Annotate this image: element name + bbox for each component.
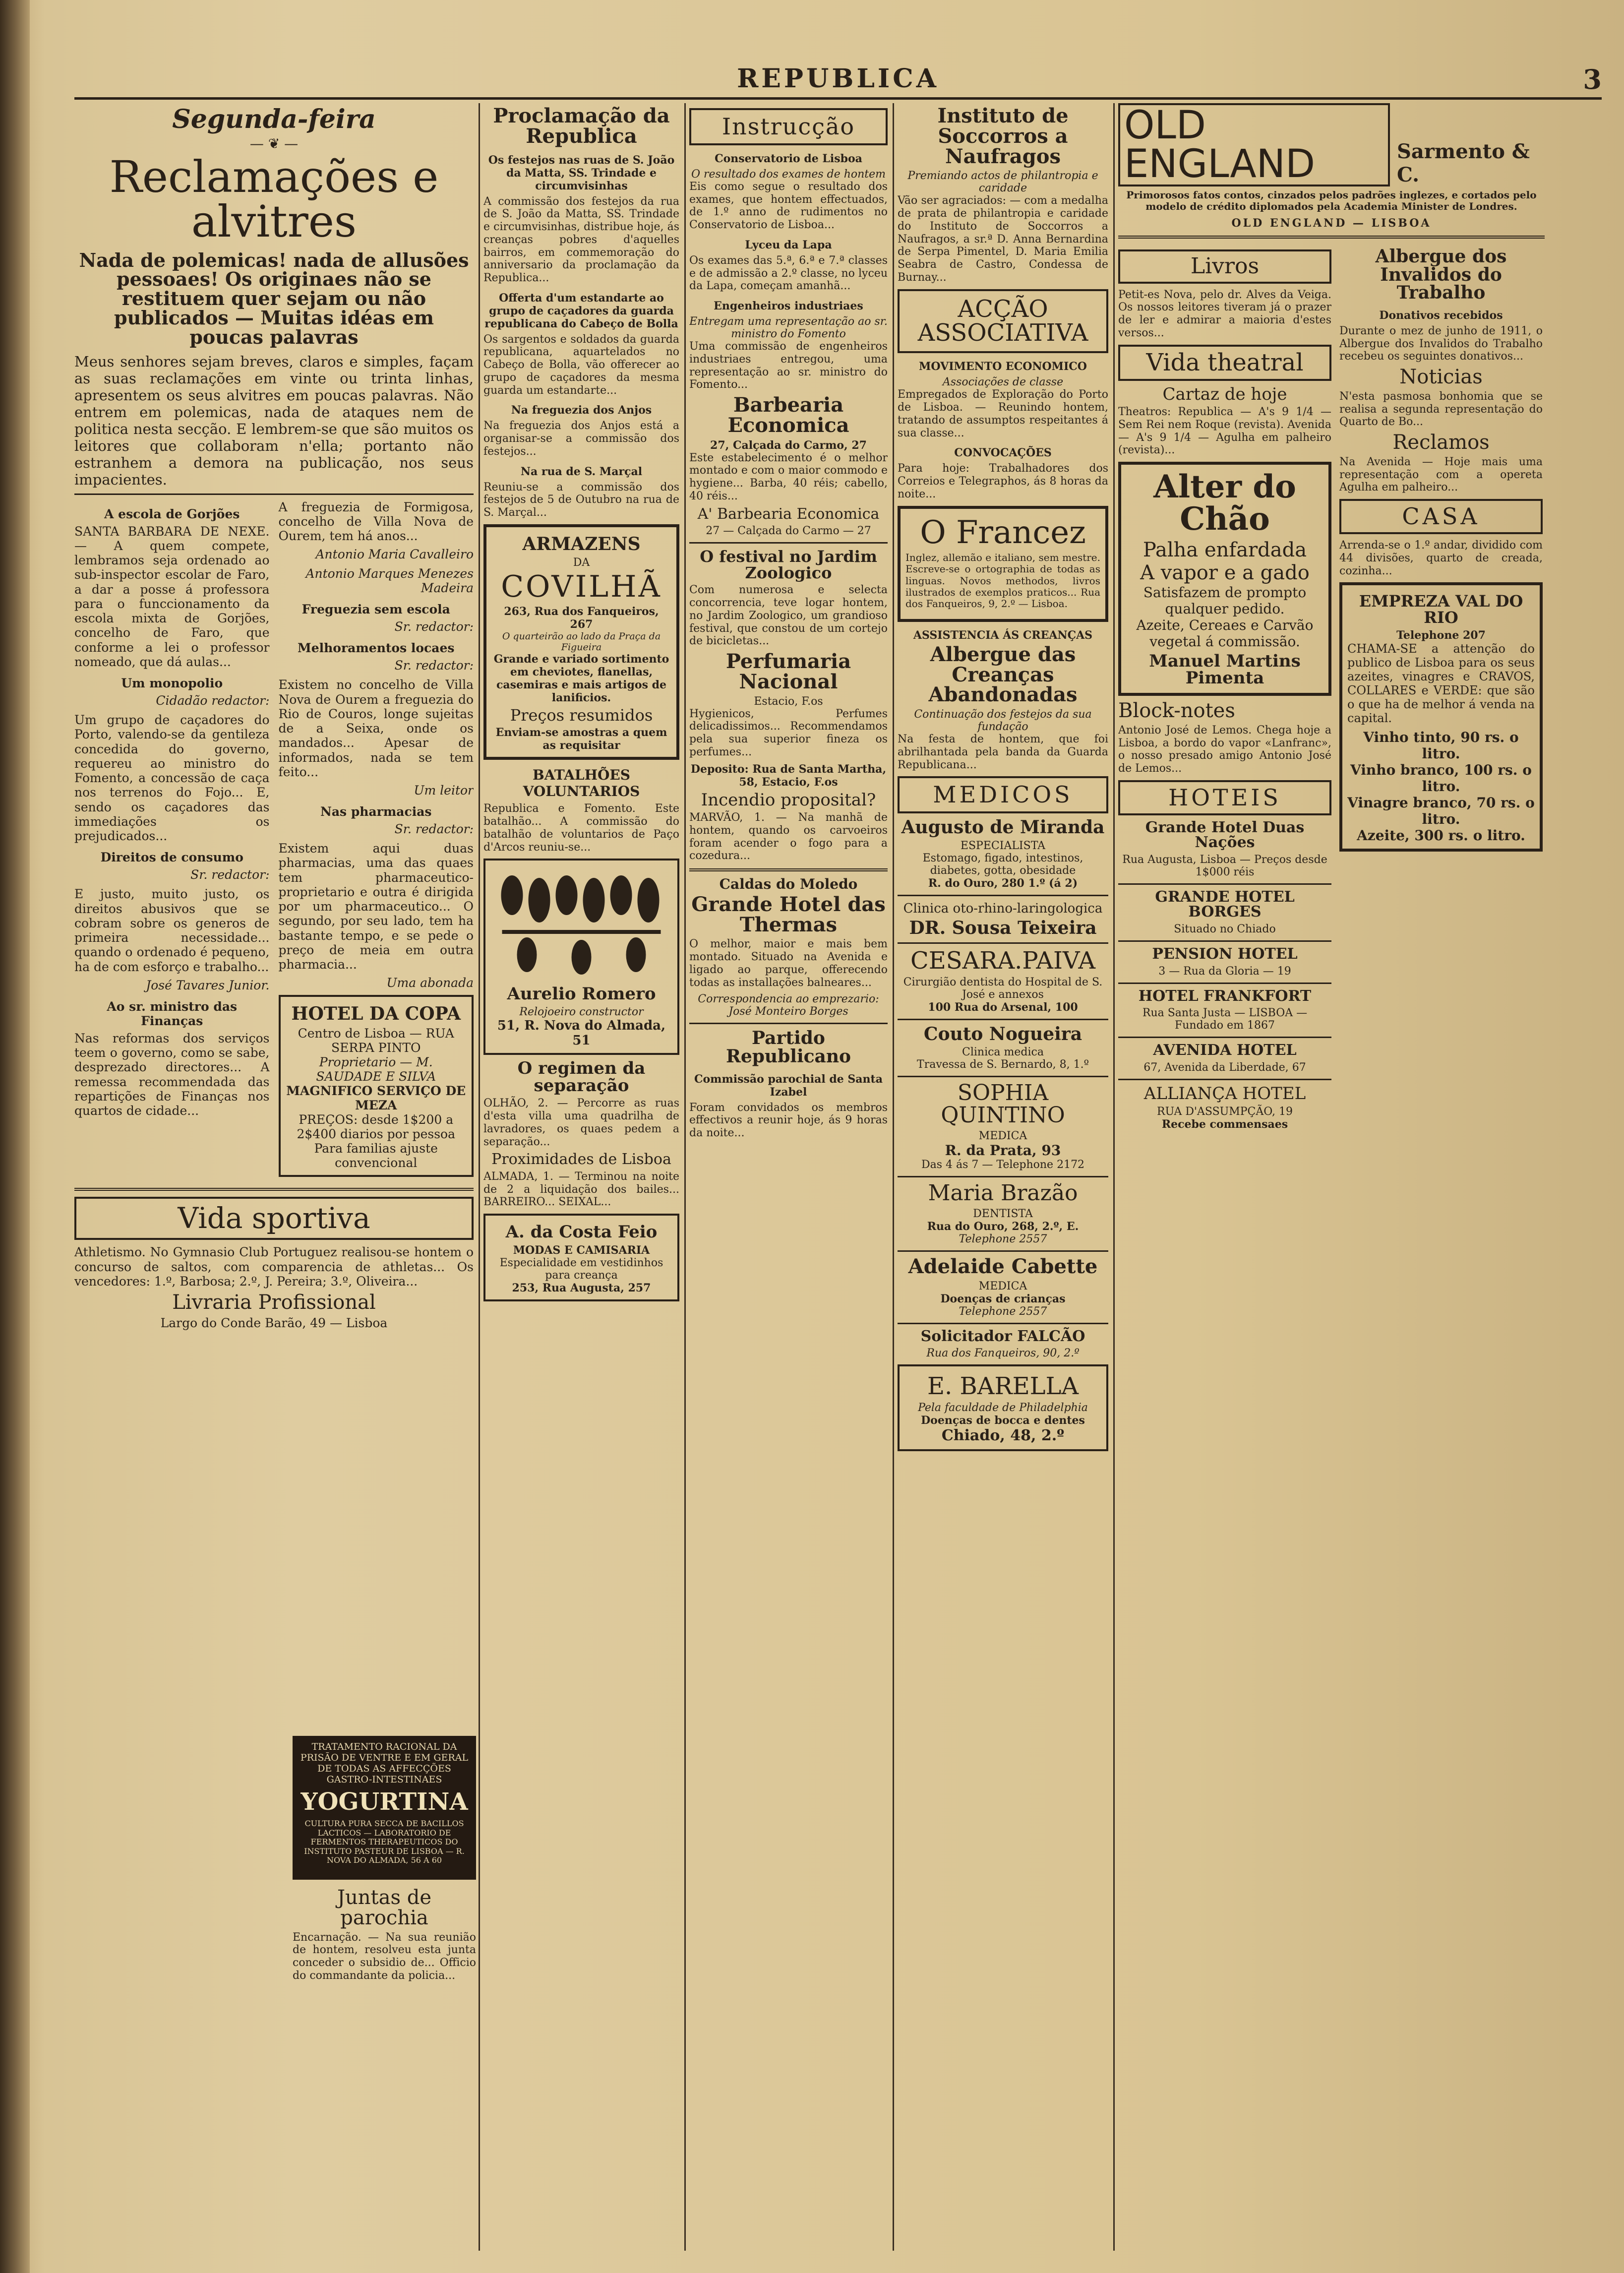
article-text: Nas reformas dos serviços teem o governo, como se sabe, desprezado directores... A remessa recommendada das repartições de Finanças nos quartos de cidade... [74, 1031, 270, 1118]
subcolumn-right [1339, 245, 1543, 1131]
heading: Lyceu da Lapa [745, 238, 832, 251]
ad-title: PENSION HOTEL [1152, 945, 1298, 963]
divider [1118, 883, 1331, 885]
article-text: Reuniu-se a commissão dos festejos de 5 de Outubro na rua de S. Marçal... [483, 481, 679, 519]
column-rule [479, 103, 480, 2251]
ad-title: Solicitador FALCÃO [920, 1327, 1085, 1345]
heading: Um monopolio [121, 676, 223, 691]
heading: Conservatorio de Lisboa [715, 152, 862, 165]
divider [689, 1023, 888, 1024]
heading: Os festejos nas ruas de S. João da Matta, SS. Trindade e circumvisinhas [488, 153, 675, 192]
ad-text: Preços resumidos [510, 705, 653, 725]
heading: Direitos de consumo [100, 850, 243, 865]
ad-text: Deposito: Rua de Santa Martha, 58, Estacio, F.os [690, 762, 887, 789]
ad-text: R. do Ouro, 280 1.º (á 2) [928, 877, 1078, 890]
divider [898, 1176, 1108, 1177]
article-text: ALMADA, 1. — Terminou na noite de 2 a liquidação dos bailes... BARREIRO... SEIXAL... [483, 1170, 679, 1209]
article-text: Hygienicos, Perfumes delicadissimos... Recommendamos pela sua superior fineza os perfumes... [689, 707, 888, 758]
ad-price: Vinho tinto, 90 rs. o litro. [1363, 729, 1519, 762]
ad-val-do-rio [1339, 582, 1543, 852]
divider [898, 1250, 1108, 1252]
article-text: Arrenda-se o 1.º andar, dividido com 44 divisões, quarto de creada, cozinha... [1339, 539, 1543, 577]
ad-text: 100 Rua do Arsenal, 100 [928, 1000, 1078, 1014]
subcolumn-left [1118, 245, 1331, 1131]
article-text: A freguezia de Formigosa, concelho de Villa Nova de Ourem, tem há anos... [278, 499, 474, 544]
ad-text: 263, Rua dos Fanqueiros, 267 [504, 605, 659, 631]
heading: ASSISTENCIA ÁS CREANÇAS [913, 628, 1093, 642]
article-text: MARVÃO, 1. — Na manhã de hontem, quando os carvoeiros foram acender o fogo para a cozedura... [689, 811, 888, 862]
ad-text: Telephone 2557 [959, 1305, 1047, 1318]
section-intro: Meus senhores sejam breves, claros e simples, façam as suas reclamações em vinte ou trinta linhas, apresentem os seus alvitres em poucas palavras. Não entrem em polemicas, nada de ataques nem de politica nesta secção. E lembrem-se que são muitos os leitores que collaboram n'ella; portanto não estranhem a demora na publicação, nos seus impacientes. [74, 353, 474, 488]
ad-hotel-copa [279, 995, 474, 1177]
heading: Freguezia sem escola [301, 602, 450, 617]
section-title: Partido Republicano [725, 1028, 851, 1067]
article-text: Antonio José de Lemos. Chega hoje a Lisboa, a bordo do vapor «Lanfranc», o nosso presado amigo Antonio José de Lemos... [1118, 724, 1331, 775]
section-title: Perfumaria Nacional [725, 650, 851, 693]
section-title: MEDICOS [933, 781, 1073, 808]
divider [689, 868, 888, 871]
section-title: CASA [1402, 503, 1480, 530]
divider [1118, 940, 1331, 942]
ad-title: E. BARELLA [927, 1372, 1079, 1401]
ad-title: A. da Costa Feio [505, 1222, 658, 1242]
article-text: A commissão dos festejos da rua de S. João da Matta, SS. Trindade e circumvisinhas, distribue hoje, ás creanças pobres d'aquelles bairros, em commemoração do anniversario da proclamação da Republica... [483, 195, 679, 284]
section-title: Block-notes [1118, 699, 1235, 723]
ad-title: Maria Brazão [928, 1180, 1078, 1206]
ad-text: Rua Santa Justa — LISBOA — Fundado em 1867 [1142, 1007, 1308, 1032]
ad-text: Clinica medica [962, 1046, 1044, 1059]
section-title: O festival no Jardim Zoologico [700, 547, 877, 582]
salutation: Sr. redactor: [394, 658, 474, 673]
column-rule [893, 103, 894, 2251]
heading: Offerta d'um estandarte ao grupo de caçadores da guarda republicana do Cabeço de Bolla [484, 291, 678, 330]
vida-sportiva-box [74, 1197, 474, 1240]
heading: Na rua de S. Marçal [520, 465, 643, 478]
ad-owner: Manuel Martins Pimenta [1149, 651, 1301, 688]
ad-text: 27, Calçada do Carmo, 27 [710, 438, 867, 452]
ad-text: Doenças de crianças [940, 1292, 1066, 1305]
divider [898, 1076, 1108, 1077]
divider [1118, 236, 1545, 239]
hoteis-title-box [1118, 780, 1331, 815]
ad-text: Primorosos fatos contos, cinzados pelos padrões inglezes, e cortados pelo modelo de crédito diplomados pela Academia Minister de Londres. [1126, 189, 1537, 213]
section-title: Reclamações e alvitres [109, 151, 439, 247]
divider [1118, 983, 1331, 984]
article-text: E justo, muito justo, os direitos abusivos que se cobram sobre os generos de primeira necessidade... quando o ordenado é pequeno, ha de com esforço e trabalho... [74, 887, 270, 974]
divider [689, 542, 888, 544]
ad-title: GRANDE HOTEL BORGES [1155, 888, 1295, 921]
subcolumn-right [279, 500, 474, 1182]
section-title: ACÇÃO ASSOCIATIVA [917, 295, 1088, 347]
article-text: O melhor, maior e mais bem montado. Situado na Avenida e ligado ao parque, offerecendo todas as installações balneares... [689, 938, 888, 989]
heading-sub: Estacio, F.os [754, 695, 823, 708]
section-title: Juntas de parochia [337, 1886, 431, 1929]
divider [1118, 1079, 1331, 1080]
article-text: Os exames das 5.ª, 6.ª e 7.ª classes e de admissão a 2.º classe, no lyceu da Lapa, começam amanhã... [689, 254, 888, 293]
ad-text: Centro de Lisboa — RUA SERPA PINTO [298, 1026, 454, 1055]
section-title: Barbearia Economica [727, 393, 849, 437]
accao-title-box [898, 289, 1108, 354]
ad-title: DR. Sousa Teixeira [909, 918, 1097, 939]
ad-title: AVENIDA HOTEL [1153, 1042, 1297, 1059]
article-text: Foram convidados os membros effectivos a reunir hoje, ás 9 horas da noite... [689, 1101, 888, 1140]
ad-text: PREÇOS: desde 1$200 a 2$400 diarios por pessoa [297, 1112, 456, 1142]
ad-title: ALLIANÇA HOTEL [1143, 1083, 1306, 1104]
ad-costa-feio [483, 1214, 679, 1301]
two-col-body [74, 500, 474, 1182]
article-text: Vão ser agraciados: — com a medalha de prata de philantropia e caridade do Instituto de Soccorros a Naufragos, a sr.ª D. Anna Bernardina de Serpa Pimentel, D. Maria Emilia Seabra de Castro, Condessa de Burnay... [898, 194, 1108, 284]
ad-title: O Francez [920, 514, 1086, 551]
ad-text: R. da Prata, 93 [945, 1142, 1061, 1159]
page-header [74, 63, 1602, 98]
divider [898, 942, 1108, 944]
ad-text: Relojoeiro constructor [519, 1005, 644, 1018]
ad-title: OLD ENGLAND [1118, 103, 1390, 186]
section-title: Instrucção [722, 113, 855, 140]
section-title: Noticias [1399, 366, 1483, 389]
ad-text: 3 — Rua da Gloria — 19 [1158, 965, 1291, 978]
page-number: 3 [1583, 63, 1602, 95]
heading-sub: O resultado dos exames de hontem [691, 168, 886, 181]
ad-text: Telephone 207 [1396, 628, 1486, 642]
column-instrucao [689, 103, 888, 2251]
article-text: Na Avenida — Hoje mais uma representação com a opereta Agulha em palheiro... [1339, 455, 1543, 494]
ad-text: Chiado, 48, 2.º [941, 1427, 1065, 1445]
section-title: O regimen da separação [517, 1058, 646, 1096]
heading: Cartaz de hoje [1162, 384, 1287, 404]
subcolumn-left [74, 500, 270, 1182]
ad-text: Inglez, allemão e italiano, sem mestre. Escreve-se o ortographia de todas as linguas. Novos methodos, livros ilustrados de exemplos praticos... Rua dos Fanqueiros, 9, 2.º — Lisboa. [905, 551, 1100, 610]
divider [1118, 1037, 1331, 1038]
article-text: Na freguezia dos Anjos está a organisar-se a commissão dos festejos... [483, 420, 679, 458]
ad-text: Proprietario — M. SAUDADE E SILVA [316, 1055, 436, 1084]
ad-text: O quarteirão ao lado da Praça da Figueira [502, 630, 661, 653]
article-text: Encarnação. — Na sua reunião de hontem, resolveu esta junta conceder o subsidio de... Officio do commandante da policia... [293, 1931, 476, 1982]
casa-title-box [1339, 499, 1543, 534]
ad-text: 51, R. Nova do Almada, 51 [497, 1018, 666, 1048]
article-text: Na festa de hontem, que foi abrilhantada pela banda da Guarda Republicana... [898, 733, 1108, 771]
masthead: REPUBLICA [737, 63, 939, 94]
ad-title: A' Barbearia Economica [697, 505, 880, 523]
ad-title: Clinica oto-rhino-laringologica [903, 901, 1103, 917]
ad-text: Travessa de S. Bernardo, 8, 1.º [917, 1058, 1089, 1071]
ad-alter-do-chao [1118, 462, 1331, 696]
article-text: Durante o mez de junho de 1911, o Albergue dos Invalidos do Trabalho recebeu os seguintes donativos... [1339, 324, 1543, 363]
ad-title: Alter do Chão [1153, 468, 1296, 538]
divider [74, 493, 474, 495]
ad-title: HOTEL DA COPA [291, 1003, 461, 1025]
article-text: Existem aqui duas pharmacias, uma das quaes tem pharmaceutico-proprietario e outra é dirigida por um pharmaceutico... O segundo, por seu lado, tem ha bastante tempo, e se pede o preço de meia em outra pharmacia... [278, 841, 474, 972]
column-proclamacao [483, 103, 679, 2251]
ad-title: Adelaide Cabette [908, 1255, 1098, 1279]
heading: Donativos recebidos [1379, 308, 1503, 322]
ad-text: CHAMA-SE a attenção do publico de Lisboa para os seus azeites, vinagres e CRAVOS, COLLARES e VERDE: que são o que ha de melhor á venda na capital. [1347, 641, 1535, 725]
ad-aurelio-romero [483, 859, 679, 1055]
section-title: Reclamos [1392, 431, 1490, 454]
watches-illustration [490, 865, 672, 980]
section-title: HOTEIS [1168, 784, 1281, 811]
ad-text: Grande e variado sortimento em cheviotes, flanellas, casemiras e mais artigos de lanificios. [493, 652, 669, 704]
ornament: — ❦ — [249, 135, 299, 152]
ad-title: Livraria Profissional [172, 1291, 376, 1314]
ad-text: Azeite, Cereaes e Carvão vegetal á commissão. [1136, 616, 1314, 650]
article-text: Eis como segue o resultado dos exames, que hontem effectuados, de 1.º anno de rudimentos no Conservatorio de Lisboa... [689, 180, 888, 232]
right-subcolumns [1118, 245, 1545, 1131]
salutation: Sr. redactor: [394, 619, 474, 634]
divider [898, 1019, 1108, 1020]
section-subtitle: Nada de polemicas! nada de allusões pessoaes! Os originaes não se restituem quer sejam ou não publicados — Muitas idéas em poucas palavras [79, 248, 469, 348]
instrucao-title-box [689, 108, 888, 145]
heading: Engenheiros industriaes [714, 300, 863, 313]
ad-text: TRATAMENTO RACIONAL DA PRISÃO DE VENTRE E EM GERAL DE TODAS AS AFFECÇÕES GASTRO-INTESTINAES [300, 1741, 469, 1785]
ad-text: Situado no Chiado [1174, 923, 1276, 936]
binding-edge [0, 0, 30, 2273]
ad-text: DENTISTA [973, 1208, 1033, 1221]
ad-text: OLD ENGLAND — LISBOA [1231, 216, 1432, 230]
signature: Antonio Maria Cavalleiro [315, 547, 474, 562]
section-title: Grande Hotel das Thermas [691, 892, 886, 936]
heading: Na freguezia dos Anjos [511, 404, 652, 417]
article-text: Uma commissão de engenheiros industriaes entregou, uma representação ao sr. ministro do Fomento... [689, 340, 888, 391]
ad-title: ARMAZENS [522, 533, 641, 554]
heading-sub: Continuação dos festejos da sua fundação [914, 708, 1092, 734]
ad-title: YOGURTINA [301, 1788, 468, 1816]
old-england-ad [1118, 103, 1545, 186]
heading-sub: Associações de classe [942, 376, 1064, 389]
ad-text: Recebe commensaes [1161, 1117, 1288, 1131]
medicos-title-box [898, 776, 1108, 813]
ad-owner: Sarmento & C. [1396, 140, 1530, 186]
ad-text: Cirurgião dentista do Hospital de S. José e annexos [903, 976, 1103, 1001]
ad-text: Especialidade em vestidinhos para creança [499, 1256, 663, 1282]
ad-text: 27 — Calçada do Carmo — 27 [706, 525, 871, 538]
livros-title-box [1118, 249, 1331, 284]
signature: Um leitor [414, 783, 474, 798]
ad-barella [898, 1364, 1108, 1451]
ad-text: 253, Rua Augusta, 257 [512, 1281, 651, 1294]
ad-text: Enviam-se amostras a quem as requisitar [495, 726, 667, 752]
heading: BATALHÕES VOLUNTARIOS [523, 767, 640, 800]
ad-text: MEDICA [978, 1280, 1027, 1292]
heading: A escola de Gorjões [104, 506, 240, 521]
ad-text: Telephone 2557 [959, 1233, 1047, 1246]
section-title: Incendio proposital? [701, 790, 876, 810]
ad-text: MAGNIFICO SERVIÇO DE MEZA [286, 1084, 466, 1113]
article-text: Petit-es Nova, pelo dr. Alves da Veiga. Os nossos leitores tiveram já o prazer de ler e admirar a maioria d'estes versos... [1118, 288, 1331, 339]
ad-title: COVILHÃ [501, 569, 662, 604]
section-title: Proclamação da Republica [493, 104, 670, 148]
ad-price: Azeite, 300 rs. o litro. [1357, 827, 1525, 844]
article-text: N'esta pasmosa bonhomia que se realisa a segunda representação do Quarto de Bo... [1339, 390, 1543, 429]
section-title: Albergue dos Invalidos do Trabalho [1375, 246, 1507, 304]
section-title: Vida theatral [1146, 348, 1304, 376]
day-title: Segunda-feira [172, 104, 376, 134]
ad-text: Pela faculdade de Philadelphia [918, 1402, 1088, 1414]
ad-text: 67, Avenida da Liberdade, 67 [1143, 1061, 1306, 1074]
ad-title: Aurelio Romero [507, 984, 656, 1004]
ad-text: Rua do Ouro, 268, 2.º, E. [927, 1220, 1079, 1233]
ad-title: Augusto de Miranda [901, 817, 1105, 838]
divider [898, 1323, 1108, 1324]
ad-text: A vapor e a gado [1140, 561, 1310, 584]
divider [74, 1188, 474, 1191]
ad-text: Para familias ajuste convencional [314, 1141, 438, 1170]
ad-text: DA [573, 556, 590, 569]
column-rule [684, 103, 686, 2251]
section-title: Livros [1190, 253, 1260, 279]
ad-title: Grande Hotel Duas Nações [1145, 818, 1305, 852]
salutation: Sr. redactor: [394, 822, 474, 837]
ad-title: CESARA.PAIVA [910, 946, 1095, 975]
article-text: Athletismo. No Gymnasio Club Portuguez realisou-se hontem o concurso de saltos, com comparencia de athletas... Os vencedores: 1.º, Barbosa; 2.º, J. Pereira; 3.º, Oliveira... [74, 1245, 474, 1289]
article-text: Theatros: Republica — A's 9 1/4 — Sem Rei nem Roque (revista). Avenida — A's 9 1/4 — Agulha em palheiro (revista)... [1118, 406, 1331, 457]
article-text: Um grupo de caçadores do Porto, valendo-se da gentileza concedida do governo, requereu ao ministro do Fomento, a concessão de caça nos terrenos do Fojo... E, sendo os caçadores das immediações os prejudicados... [74, 713, 270, 844]
heading: Melhoramentos locaes [298, 641, 455, 656]
ad-text: Doenças de bocca e dentes [921, 1414, 1085, 1427]
signature: Uma abonada [386, 976, 474, 990]
ad-text: CULTURA PURA SECCA DE BACILLOS LACTICOS — LABORATORIO DE FERMENTOS THERAPEUTICOS DO INSTITUTO PASTEUR DE LISBOA — R. NOVA DO ALMADA, 56 A 60 [304, 1819, 465, 1865]
ad-yogurtina [293, 1736, 476, 1880]
section-title: Vida sportiva [178, 1201, 370, 1235]
article-text: Este estabelecimento é o melhor montado e com o maior commodo e hygiene... Barba, 40 réis; cabello, 40 réis... [689, 451, 888, 502]
ad-text: Correspondencia ao emprezario: José Monteiro Borges [698, 993, 879, 1018]
heading: Ao sr. ministro das Finanças [107, 999, 238, 1028]
ad-title: HOTEL FRANKFORT [1138, 987, 1312, 1005]
article-text: Com numerosa e selecta concorrencia, teve logar hontem, no Jardim Zoologico, um grandioso festival, que constou de um cortejo de bicicletas... [689, 584, 888, 648]
ad-price: Vinho branco, 100 rs. o litro. [1350, 761, 1532, 795]
ad-title: SOPHIA QUINTINO [941, 1080, 1065, 1128]
heading: Nas pharmacias [320, 804, 432, 819]
column-right [1118, 103, 1545, 2251]
ad-text: MODAS E CAMISARIA [513, 1243, 650, 1257]
ad-title: EMPREZA VAL DO RIO [1359, 592, 1523, 627]
article-text: Para hoje: Trabalhadores dos Correios e Telegraphos, ás 8 horas da noite... [898, 462, 1108, 500]
divider [898, 895, 1108, 896]
signature: Antonio Marques Menezes Madeira [305, 566, 474, 596]
ad-text: Estomago, figado, intestinos, diabetes, gotta, obesidade [922, 852, 1083, 877]
heading: Commissão parochial de Santa Izabel [694, 1072, 883, 1099]
article-text: Os sargentos e soldados da guarda republicana, aquartelados no Cabeço de Bolla, vão offerecer ao grupo de caçadores da mesma guarda um estandarte... [483, 333, 679, 397]
ad-text: Das 4 ás 7 — Telephone 2172 [921, 1159, 1085, 1171]
ad-text: MEDICA [978, 1130, 1027, 1143]
header-rule [74, 97, 1602, 100]
column-instituto [898, 103, 1108, 2251]
article-text: Existem no concelho de Villa Nova de Ourem a freguezia do Rio de Couros, longe sujeitas de a Seixa, onde os mandados... Apesar de informados, nada se tem feito... [278, 677, 474, 779]
article-text: OLHÃO, 2. — Percorre as ruas d'esta villa uma quadrilha de lavradores, os quaes pedem a separação... [483, 1097, 679, 1148]
salutation: Cidadão redactor: [156, 693, 270, 708]
ad-text: Palha enfardada [1143, 538, 1307, 561]
heading-sub: Premiando actos de philantropia e caridade [907, 170, 1098, 195]
heading: Caldas do Moledo [719, 876, 858, 893]
heading: CONVOCAÇÕES [954, 446, 1052, 460]
ad-o-francez [898, 506, 1108, 622]
ad-text: Satisfazem de prompto qualquer pedido. [1143, 584, 1307, 617]
article-text: Republica e Fomento. Este batalhão... A commissão do batalhão de voluntarios de Paço d'Arcos reuniu-se... [483, 802, 679, 854]
section-title: Instituto de Soccorros a Naufragos [937, 104, 1069, 168]
juntas-block [293, 1885, 476, 1986]
theatral-title-box [1118, 345, 1331, 381]
article-text: SANTA BARBARA DE NEXE. — A quem compete, lembramos seja ordenado ao sub-inspector escolar de Faro, a dar a posse á professora para o funccionamento da escola mixta de Gorjões, concelho de Faro, que conforme a lei o professor nomeado, que dá aulas... [74, 524, 270, 669]
signature: José Tavares Junior. [146, 978, 270, 992]
ad-title: Couto Nogueira [923, 1023, 1083, 1044]
ad-text: Rua dos Fanqueiros, 90, 2.º [926, 1347, 1080, 1360]
heading: MOVIMENTO ECONOMICO [919, 360, 1087, 373]
section-title: Proximidades de Lisboa [491, 1151, 671, 1168]
column-rule [1113, 103, 1115, 2251]
section-title: Albergue das Creanças Abandonadas [928, 642, 1078, 707]
ad-text: RUA D'ASSUMPÇÃO, 19 [1157, 1105, 1293, 1118]
article-text: Empregados de Exploração do Porto de Lisboa. — Reunindo hontem, tratando de assumptos respeitantes á sua classe... [898, 388, 1108, 439]
ad-price: Vinagre branco, 70 rs. o litro. [1347, 794, 1535, 827]
ad-text: Largo do Conde Barão, 49 — Lisboa [160, 1315, 388, 1330]
ad-armazens-covilha [483, 524, 679, 760]
salutation: Sr. redactor: [190, 867, 270, 882]
ad-text: Rua Augusta, Lisboa — Preços desde 1$000 réis [1122, 853, 1327, 878]
heading-sub: Entregam uma representação ao sr. ministro do Fomento [689, 315, 888, 341]
ad-text: ESPECIALISTA [960, 840, 1046, 853]
